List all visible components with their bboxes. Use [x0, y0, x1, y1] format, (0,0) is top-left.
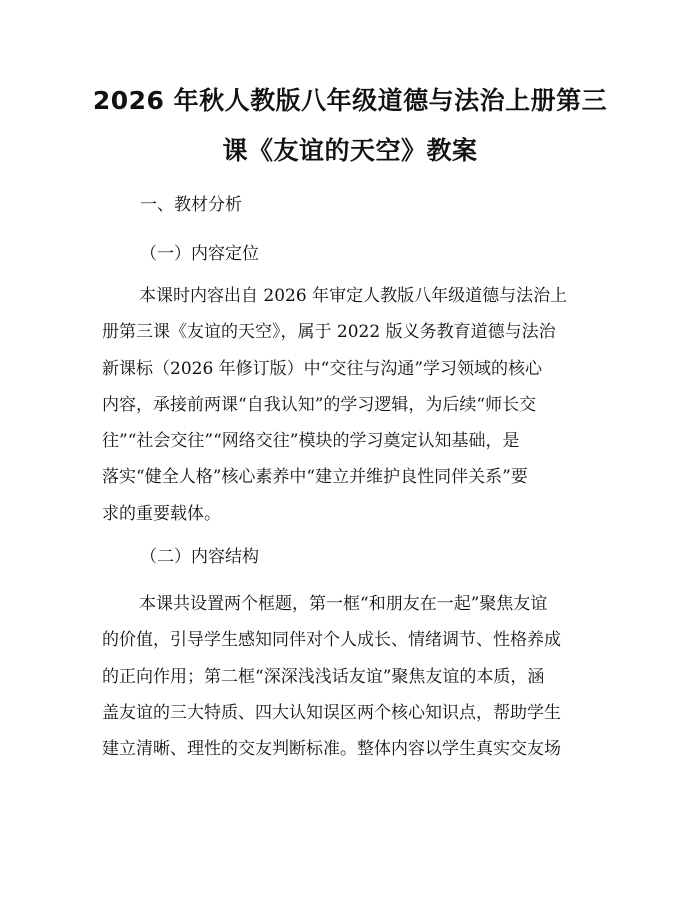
- paragraph-line: 的价值，引导学生感知同伴对个人成长、情绪调节、性格养成: [102, 630, 561, 651]
- paragraph-line: 册第三课《友谊的天空》，属于 2022 版义务教育道德与法治: [102, 322, 556, 343]
- paragraph-line: 本课时内容出自 2026 年审定人教版八年级道德与法治上: [139, 286, 568, 306]
- paragraph-content-structure: [102, 586, 607, 767]
- document-title-line-2: 课《友谊的天空》教案: [222, 136, 478, 165]
- paragraph-line: 建立清晰、理性的交友判断标准。整体内容以学生真实交友场: [102, 739, 561, 760]
- paragraph-line: 本课共设置两个框题，第一框“和朋友在一起”聚焦友谊: [139, 594, 548, 614]
- subsection-heading-content-structure: （二）内容结构: [140, 547, 259, 567]
- paragraph-line: 的正向作用；第二框“深深浅浅话友谊”聚焦友谊的本质，涵: [102, 666, 545, 687]
- paragraph-line: 盖友谊的三大特质、四大认知误区两个核心知识点，帮助学生: [102, 702, 561, 723]
- paragraph-line: 落实“健全人格”核心素养中“建立并维护良性同伴关系”要: [102, 467, 528, 488]
- paragraph-line: 往”“社会交往”“网络交往”模块的学习奠定认知基础，是: [102, 431, 520, 452]
- paragraph-line: 求的重要载体。: [102, 503, 221, 524]
- paragraph-content-positioning: [102, 278, 607, 532]
- document-title-line-1: 2026 年秋人教版八年级道德与法治上册第三: [92, 86, 608, 115]
- section-heading-textbook-analysis: 一、教材分析: [140, 195, 242, 215]
- paragraph-line: 新课标（2026 年修订版）中“交往与沟通”学习领域的核心: [102, 358, 543, 379]
- subsection-heading-content-positioning: （一）内容定位: [140, 244, 259, 264]
- paragraph-line: 内容，承接前两课“自我认知”的学习逻辑，为后续“师长交: [102, 394, 537, 415]
